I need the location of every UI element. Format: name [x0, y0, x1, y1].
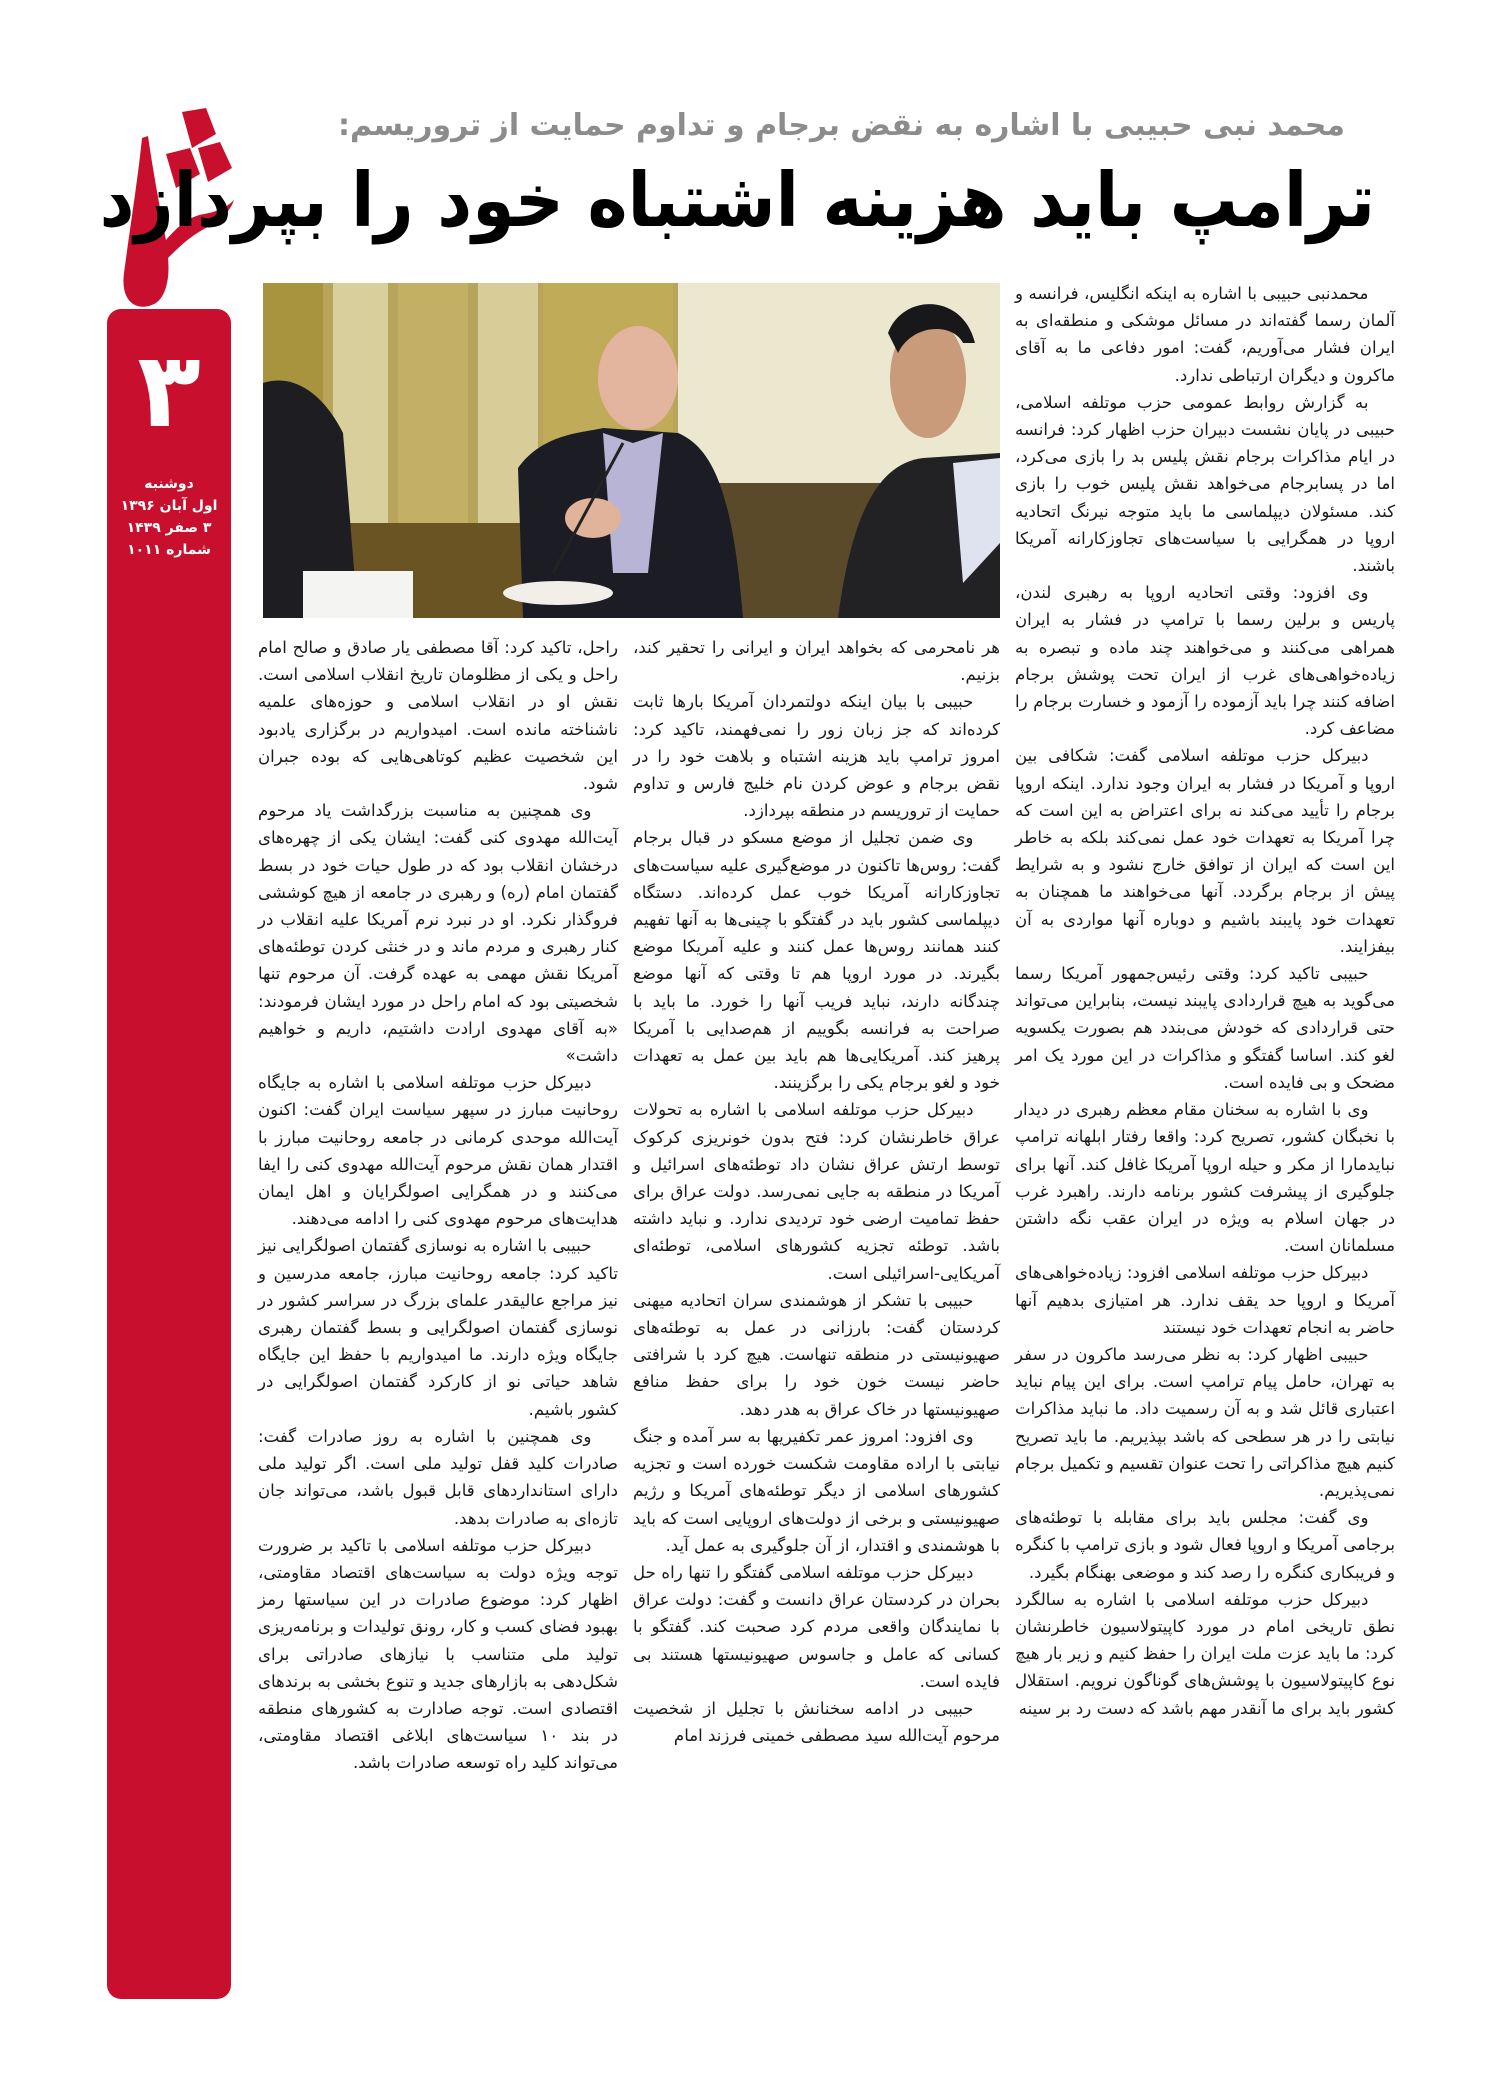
article-column-1: [1015, 280, 1395, 1722]
page-number: ۳: [137, 329, 201, 451]
article-column-3: [258, 634, 618, 1777]
paragraph: دبیرکل حزب موتلفه اسلامی افزود: زیاده‌خواهی‌های آمریکا و اروپا حد یقف ندارد. هر امتیازی بدهیم آنها حاضر به انجام تعهدات خود نیستند: [1015, 1263, 1395, 1337]
weekday: دوشنبه: [144, 476, 194, 492]
paragraph: وی همچنین به مناسبت بزرگداشت یاد مرحوم آیت‌الله مهدوی کنی گفت: ایشان یکی از چهره‌های درخشان انقلاب بود که در طول حیات خود در بسط گفتمان امام (ره) و رهبری در جامعه از هیچ کوششی فروگذار نکرد. او در نبرد نرم آمریکا علیه انقلاب در کنار رهبری و مردم ماند و در خنثی کردن توطئه‌های آمریکا نقش مهمی به عهده گرفت. آن مرحوم تنها شخصیتی بود که امام راحل در مورد ایشان فرمودند: «به آقای مهدوی ارادت داشتیم، داریم و خواهیم داشت»: [258, 801, 618, 1066]
paragraph: حبیبی تاکید کرد: وقتی رئیس‌جمهور آمریکا رسما می‌گوید به هیچ قراردادی پایبند نیست، بنابراین می‌تواند حتی قراردادی که خودش می‌بندد هم بصورت یکسویه لغو کند. اساسا گفتگو و مذاکرات در این مورد یک امر مضحک و بی فایده است.: [1015, 964, 1395, 1092]
paragraph: حبیبی با تشکر از هوشمندی سران اتحادیه میهنی کردستان گفت: بارزانی در عمل به توطئه‌های صهیونیستی در منطقه تنهاست. هیچ کرد با شرافتی حاضر نیست خون خود را برای حفظ منافع صهیونیستها در خاک عراق به هدر دهد.: [633, 1290, 1000, 1419]
article-column-2: [633, 634, 1000, 1749]
paragraph: دبیرکل حزب موتلفه اسلامی با تاکید بر ضرورت توجه ویژه دولت به سیاست‌های اقتصاد مقاومتی، اظهار کرد: موضوع صادرات در این سیاستها رمز بهبود فضای کسب و کار، رونق تولیدات و برنامه‌ریزی تولید ملی متناسب با نیازهای صادراتی برای شکل‌دهی به بازارهای جدید و تنوع بخشی به برندهای اقتصادی است. توجه صادارت به کشورهای منطقه در بند ۱۰ سیاست‌های ابلاغی اقتصاد مقاومتی، می‌تواند کلید راه توسعه صادرات باشد.: [258, 1535, 618, 1773]
paragraph: حبیبی با بیان اینکه دولتمردان آمریکا بارها ثابت کرده‌اند که جز زبان زور را نمی‌فهمند، تاکید کرد: امروز ترامپ باید هزینه اشتباه و بلاهت خود را در نقض برجام و عوض کردن نام خلیج فارس و تداوم حمایت از تروریسم در منطقه بپردازد.: [633, 692, 1000, 821]
paragraph: وی گفت: مجلس باید برای مقابله با توطئه‌های برجامی آمریکا و اروپا فعال شود و بازی ترامپ با کنگره و فریبکاری کنگره را رصد کند و موضعی بهنگام بگیرد.: [1015, 1508, 1395, 1582]
paragraph: وی همچنین با اشاره به روز صادرات گفت: صادرات کلید قفل تولید ملی است. اگر تولید ملی دارای استانداردهای قابل قبول باشد، می‌تواند جان تازه‌ای به صادرات بدهد.: [258, 1426, 618, 1528]
paragraph: وی افزود: امروز عمر تکفیریها به سر آمده و جنگ نیابتی با اراده مقاومت شکست خورده است و تجزیه کشورهای اسلامی از دیگر توطئه‌های آمریکا و رژیم صهیونیستی و برخی از دولت‌های اروپایی است که باید با هوشمندی و اقتدار، از آن جلوگیری به عمل آید.: [633, 1426, 1000, 1555]
paragraph: دبیرکل حزب موتلفه اسلامی با اشاره به تحولات عراق خاطرنشان کرد: فتح بدون خونریزی کرکوک توسط ارتش عراق نشان داد توطئه‌های اسرائیل و آمریکا در منطقه به جایی نمی‌رسد. دولت عراق برای حفظ تمامیت ارضی خود تردیدی ندارد. و نباید داشته باشد. توطئه تجزیه کشورهای اسلامی، توطئه‌ای آمریکایی-اسرائیلی است.: [633, 1100, 1000, 1283]
paragraph: وی با اشاره به سخنان مقام معظم رهبری در دیدار با نخبگان کشور، تصریح کرد: واقعا رفتار ابلهانه ترامپ نبایدمارا از مکر و حیله اروپا آمریکا غافل کند. آنها برای جلوگیری از پیشرفت کشور برنامه دارند. راهبرد غرب در جهان اسلام به ویژه در ایران عقب نگه داشتن مسلمانان است.: [1015, 1100, 1395, 1256]
paragraph: راحل، تاکید کرد: آقا مصطفی یار صادق و صالح امام راحل و یکی از مظلومان تاریخ انقلاب اسلامی است. نقش او در انقلاب اسلامی و حوزه‌های علمیه ناشناخته مانده است. امیدواریم در برگزاری یادبود این شخصیت عظیم کوتاهی‌هایی که بوده جبران شود.: [258, 638, 618, 794]
paragraph: حبیبی در ادامه سخنانش با تجلیل از شخصیت مرحوم آیت‌الله سید مصطفی خمینی فرزند امام: [633, 1698, 1000, 1746]
paragraph: حبیبی اظهار کرد: به نظر می‌رسد ماکرون در سفر به تهران، حامل پیام ترامپ است. برای این پیام نباید اعتباری قائل شد و به آن رسمیت داد. ما نباید مذاکرات نیابتی را در هر سطحی که باشد بپذیریم. ما باید تصریح کنیم هیچ مذاکراتی را تحت عنوان تقسیم و تکمیل برجام نمی‌پذیریم.: [1015, 1344, 1395, 1500]
article-headline: ترامپ باید هزینه اشتباه خود را بپردازد: [99, 158, 1375, 245]
paragraph: دبیرکل حزب موتلفه اسلامی با اشاره به سالگرد نطق تاریخی امام در مورد کاپیتولاسیون خاطرنشان کرد: ما باید عزت ملت ایران را حفظ کنیم و زیر بار هیچ نوع کاپیتولاسیون با پوشش‌های گوناگون نرویم. استقلال کشور باید برای ما آنقدر مهم باشد که دست رد بر سینه: [1015, 1589, 1395, 1718]
meeting-photo-icon: [263, 283, 1000, 618]
paragraph: وی ضمن تجلیل از موضع مسکو در قبال برجام گفت: روس‌ها تاکنون در موضع‌گیری علیه سیاست‌های تجاوزکارانه آمریکا خوب عمل کرده‌اند. دستگاه دیپلماسی کشور باید در گفتگو با چینی‌ها به آنها تفهیم کنند همانند روس‌ها عمل کنند و علیه آمریکا موضع بگیرند. در مورد اروپا هم تا وقتی که آنها موضع چندگانه دارند، نباید فریب آنها را خورد. ما باید با صراحت به فرانسه بگوییم از هم‌صدایی با آمریکا پرهیز کند. آمریکایی‌ها هم باید بین عمل به تعهدات خود و لغو برجام یکی را برگزینند.: [633, 828, 1000, 1093]
paragraph: محمدنبی حبیبی با اشاره به اینکه انگلیس، فرانسه و آلمان رسما گفته‌اند در مسائل موشکی و منطقه‌ای به ایران فشار می‌آوریم، گفت: امور دفاعی ما به آقای ماکرون و دیگران ارتباطی ندارد.: [1015, 284, 1395, 385]
date-solar: اول آبان ۱۳۹۶: [120, 498, 218, 514]
article-photo: [263, 283, 1000, 618]
date-lunar: ۳ صفر ۱۴۳۹: [126, 520, 212, 536]
paragraph: دبیرکل حزب موتلفه اسلامی با اشاره به جایگاه روحانیت مبارز در سپهر سیاست ایران گفت: اکنون آیت‌الله موحدی کرمانی در جامعه روحانیت مبارز با اقتدار همان نقش مرحوم آیت‌الله مهدوی کنی را ایفا می‌کنند و در همگرایی اصولگرایان و اهل ایمان هدایت‌های مرحوم مهدوی کنی را ادامه می‌دهند.: [258, 1073, 618, 1229]
paragraph: به گزارش روابط عمومی حزب موتلفه اسلامی، حبیبی در پایان نشست دبیران حزب اظهار کرد: فرانسه در ایام مذاکرات برجام نقش پلیس بد را بازی می‌کرد، اما در پسابرجام می‌خواهد نقش پلیس خوب را بازی کند. مسئولان دیپلماسی ما باید متوجه نیرنگ اتحادیه اروپا در همگرایی با سیاست‌های تجاوزکارانه آمریکا باشند.: [1015, 392, 1395, 576]
article-kicker: محمد نبی حبیبی با اشاره به نقض برجام و تداوم حمایت از تروریسم:: [337, 108, 1345, 143]
paragraph: دبیرکل حزب موتلفه اسلامی گفتگو را تنها راه حل بحران در کردستان عراق دانست و گفت: دولت عراق با نمایندگان واقعی مردم کرد صحبت کند. گفتگو با کسانی که عامل و جاسوس صهیونیستها هستند بی فایده است.: [633, 1562, 1000, 1691]
page-info-strip: [107, 309, 231, 1999]
paragraph: حبیبی با اشاره به نوسازی گفتمان اصولگرایی نیز تاکید کرد: جامعه روحانیت مبارز، جامعه مدرسین و نیز مراجع عالیقدر علمای بزرگ در سراسر کشور در نوسازی گفتمان اصولگرایی و بسط گفتمان رهبری جایگاه ویژه دارند. ما امیدواریم با حفظ این جایگاه شاهد حیاتی نو از کارکرد گفتمان اصولگرایی در کشور باشیم.: [258, 1236, 618, 1419]
paragraph: هر نامحرمی که بخواهد ایران و ایرانی را تحقیر کند، بزنیم.: [633, 638, 1000, 685]
paragraph: وی افزود: وقتی اتحادیه اروپا به رهبری لندن، پاریس و برلین رسما با ترامپ در فشار به ایران همراهی می‌کنند و می‌خواهند چند ماده و تبصره به زیاده‌خواهی‌های غرب از ایران تحت پوشش برجام اضافه کنند چرا باید آزموده را آزمود و خسارت برجام را مضاعف کرد.: [1015, 583, 1395, 739]
paragraph: دبیرکل حزب موتلفه اسلامی گفت: شکافی بین اروپا و آمریکا در فشار به ایران وجود ندارد. اینکه اروپا برجام را تأیید می‌کند نه برای اعتراض به این است که چرا آمریکا به تعهدات خود عمل نمی‌کند بلکه به خاطر این است که ایران از توافق خارج نشود و به شرایط پیش از برجام برگردد. آنها می‌خواهند ما همچنان به تعهدات خود پایبند باشیم و دوباره آنها مواردی به آن بیفزایند.: [1015, 746, 1395, 956]
issue-number: شماره ۱۰۱۱: [127, 542, 211, 558]
